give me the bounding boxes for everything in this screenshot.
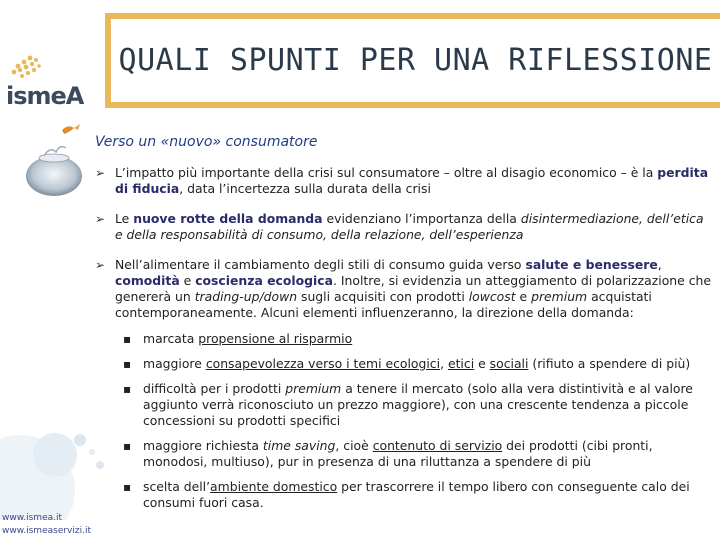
text: sugli acquisiti con prodotti xyxy=(297,289,469,304)
underlined-text: contenuto di servizio xyxy=(372,438,503,453)
text: a tenere il mercato (solo alla vera distintività e al valore aggiunto verrà riconosciuto un prezzo maggiore), con una crescente tendenza a piccole concessioni su prodotti specifici xyxy=(143,381,693,428)
italic-text: premium xyxy=(285,381,342,396)
logo-wordmark: ismeA xyxy=(6,82,84,110)
text: , data l’incertezza sulla durata della crisi xyxy=(179,181,431,196)
highlight: salute e benessere xyxy=(525,257,658,272)
underlined-text: consapevolezza verso i temi ecologici xyxy=(205,356,441,371)
italic-text: lowcost xyxy=(468,289,516,304)
text: per trascorrere il tempo libero con conseguente calo dei consumi fuori casa. xyxy=(143,479,690,510)
list-item xyxy=(123,381,715,429)
text: Le xyxy=(115,211,134,226)
italic-text: premium xyxy=(531,289,588,304)
fishbowl-image xyxy=(22,118,86,198)
italic-text: disintermediazione, dell’etica e della responsabilità di consumo, della relazione, dell’esperienza xyxy=(115,211,704,242)
point-1 xyxy=(95,165,715,197)
content-body xyxy=(95,165,715,520)
text: . Inoltre, si evidenzia un atteggiamento di polarizzazione che genererà un xyxy=(115,273,711,304)
underlined-text: ambiente domestico xyxy=(210,479,338,494)
text: , xyxy=(440,356,448,371)
text: Nell’alimentare il cambiamento degli stili di consumo guida verso xyxy=(115,257,526,272)
section-subtitle: Verso un «nuovo» consumatore xyxy=(95,134,318,150)
italic-text: trading-up/down xyxy=(194,289,298,304)
highlight: coscienza ecologica xyxy=(195,273,333,288)
underlined-text: propensione al risparmio xyxy=(198,331,353,346)
page-title: QUALI SPUNTI PER UNA RIFLESSIONE xyxy=(118,43,713,78)
decorative-bubbles-icon xyxy=(0,380,130,520)
text: maggiore xyxy=(143,356,206,371)
text: e xyxy=(179,273,196,288)
underlined-text: sociali xyxy=(489,356,529,371)
list-item xyxy=(123,479,715,511)
text: maggiore richiesta xyxy=(143,438,263,453)
point-2 xyxy=(95,211,715,243)
title-box xyxy=(111,19,720,102)
list-item xyxy=(123,356,715,372)
highlight: comodità xyxy=(115,273,180,288)
text: scelta dell’ xyxy=(143,479,211,494)
text: e xyxy=(474,356,490,371)
text: marcata xyxy=(143,331,199,346)
point-3 xyxy=(95,257,715,321)
text: e xyxy=(515,289,532,304)
text: dei prodotti (cibi pronti, monodosi, multiuso), pur in presenza di una riluttanza a spendere di più xyxy=(143,438,653,469)
text: L’impatto più importante della crisi sul consumatore – oltre al disagio economico – è la xyxy=(115,165,658,180)
text: , xyxy=(657,257,662,272)
text: acquistati contemporaneamente. Alcuni elementi influenzeranno, la direzione della domanda: xyxy=(115,289,652,320)
text: , cioè xyxy=(335,438,373,453)
text: (rifiuto a spendere di più) xyxy=(528,356,691,371)
ismea-link[interactable]: www.ismea.it xyxy=(2,513,63,523)
highlight: perdita di fiducia xyxy=(115,165,709,196)
footer-links xyxy=(2,512,91,538)
italic-text: time saving xyxy=(262,438,336,453)
text: difficoltà per i prodotti xyxy=(143,381,286,396)
list-item xyxy=(123,331,715,347)
ismeaservizi-link[interactable]: www.ismeaservizi.it xyxy=(2,526,91,536)
highlight: nuove rotte della domanda xyxy=(133,211,323,226)
demand-factors-list xyxy=(123,331,715,511)
underlined-text: etici xyxy=(447,356,475,371)
list-item xyxy=(123,438,715,470)
text: evidenziano l’importanza della xyxy=(322,211,521,226)
